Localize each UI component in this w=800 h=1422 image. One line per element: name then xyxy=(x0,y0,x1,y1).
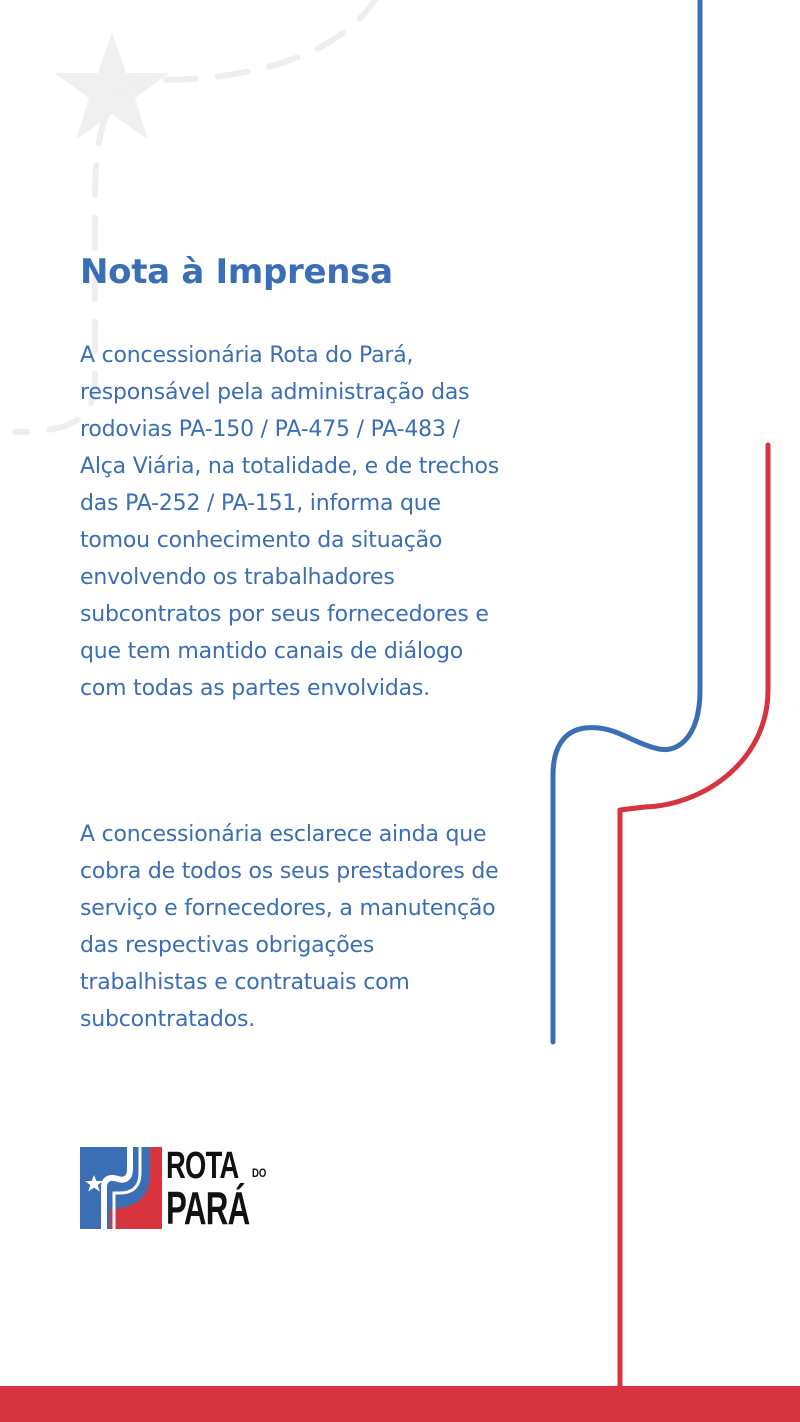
bottom-red-bar xyxy=(0,1386,800,1422)
blue-route-line xyxy=(553,0,700,1042)
paragraph-1: A concessionária Rota do Pará, responsável pela administração das rodovias PA-150 / PA-475 / PA-483 / Alça Viária, na totalidade, e de trechos das PA-252 / PA-151, informa que tomou conhecimento da situação envolvendo os trabalhadores subcontratos por seus fornecedores e que tem mantido canais de diálogo com todas as partes envolvidas. xyxy=(80,343,499,701)
logo-word-rota: ROTA xyxy=(166,1145,239,1187)
red-route-line xyxy=(620,445,768,1422)
background-star-icon xyxy=(54,32,170,140)
logo-word-para: PARÁ xyxy=(166,1182,250,1234)
logo-emblem xyxy=(80,1147,162,1229)
rota-do-para-logo xyxy=(80,1145,290,1234)
logo-word-do: DO xyxy=(252,1166,267,1180)
page-title: Nota à Imprensa xyxy=(80,252,393,292)
paragraph-2: A concessionária esclarece ainda que cobra de todos os seus prestadores de serviço e fornecedores, a manutenção das respectivas obrigações trabalhistas e contratuais com subcontratados. xyxy=(80,822,499,1032)
